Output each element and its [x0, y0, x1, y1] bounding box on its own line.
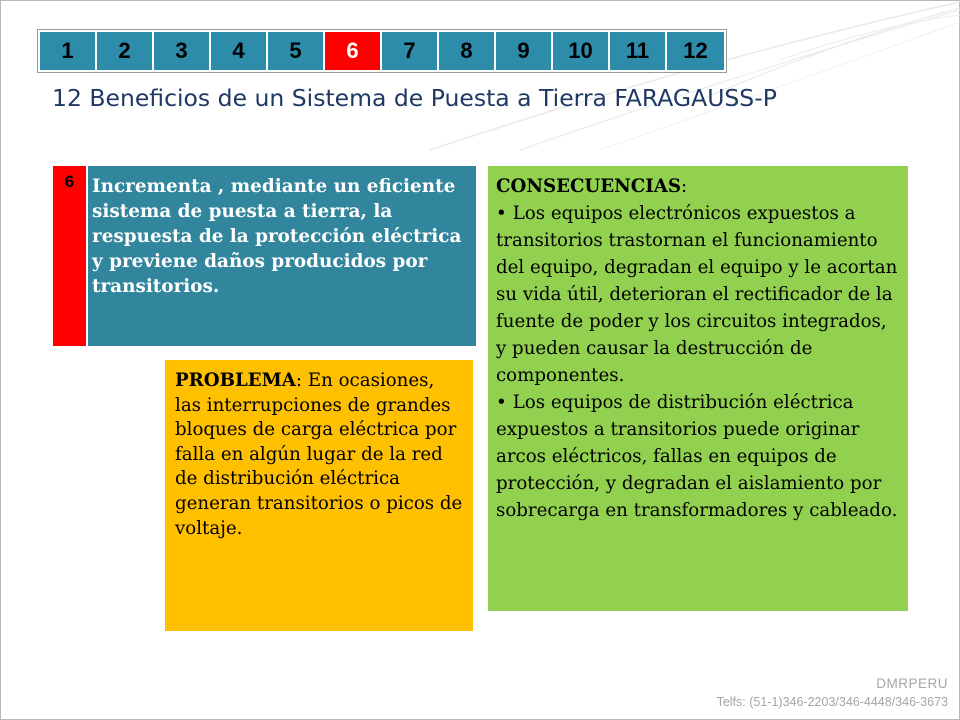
benefit-description: Incrementa , mediante un eficiente sistema de puesta a tierra, la respuesta de la protección eléctrica y previene daños producidos por transitorios.	[88, 166, 476, 346]
consequence-text: Los equipos de distribución eléctrica expuestos a transitorios puede originar arcos eléctricos, fallas en equipos de protección, y degradan el aislamiento por sobrecarga en transformadores y cableado.	[496, 392, 898, 521]
nav-item-11[interactable]: 11	[610, 32, 667, 70]
problem-box	[165, 360, 473, 631]
nav-item-6-active[interactable]: 6	[325, 32, 382, 70]
consequence-text: Los equipos electrónicos expuestos a transitorios trastornan el funcionamiento del equipo, degradan el equipo y le acortan su vida útil, deterioran el rectificador de la fuente de poder y los circuitos integrados, y pueden causar la destrucción de componentes.	[496, 203, 898, 386]
page-title: 12 Beneficios de un Sistema de Puesta a Tierra FARAGAUSS-P	[52, 84, 777, 112]
nav-item-9[interactable]: 9	[496, 32, 553, 70]
consequences-box	[488, 166, 908, 611]
nav-item-1[interactable]: 1	[40, 32, 97, 70]
consequence-bullet	[496, 200, 902, 389]
nav-item-7[interactable]: 7	[382, 32, 439, 70]
problem-text: : En ocasiones, las interrupciones de grandes bloques de carga eléctrica por falla en algún lugar de la red de distribución eléctrica generan transitorios o picos de voltaje.	[175, 370, 463, 539]
footer-phones: Telfs: (51-1)346-2203/346-4448/346-3673	[716, 695, 948, 709]
nav-item-4[interactable]: 4	[211, 32, 268, 70]
nav-item-5[interactable]: 5	[268, 32, 325, 70]
footer-company: DMRPERU	[876, 676, 948, 691]
consequences-suffix: :	[681, 176, 688, 197]
bullet-dot-icon: •	[496, 203, 507, 224]
nav-item-2[interactable]: 2	[97, 32, 154, 70]
nav-item-8[interactable]: 8	[439, 32, 496, 70]
nav-item-10[interactable]: 10	[553, 32, 610, 70]
nav-item-3[interactable]: 3	[154, 32, 211, 70]
bullet-dot-icon: •	[496, 392, 507, 413]
consequence-bullet	[496, 389, 902, 524]
benefit-number-badge: 6	[53, 166, 86, 346]
problem-label: PROBLEMA	[175, 370, 296, 391]
slide-number-nav	[38, 30, 726, 72]
consequences-label: CONSECUENCIAS	[496, 176, 681, 197]
consequences-heading	[496, 173, 902, 200]
nav-item-12[interactable]: 12	[667, 32, 724, 70]
